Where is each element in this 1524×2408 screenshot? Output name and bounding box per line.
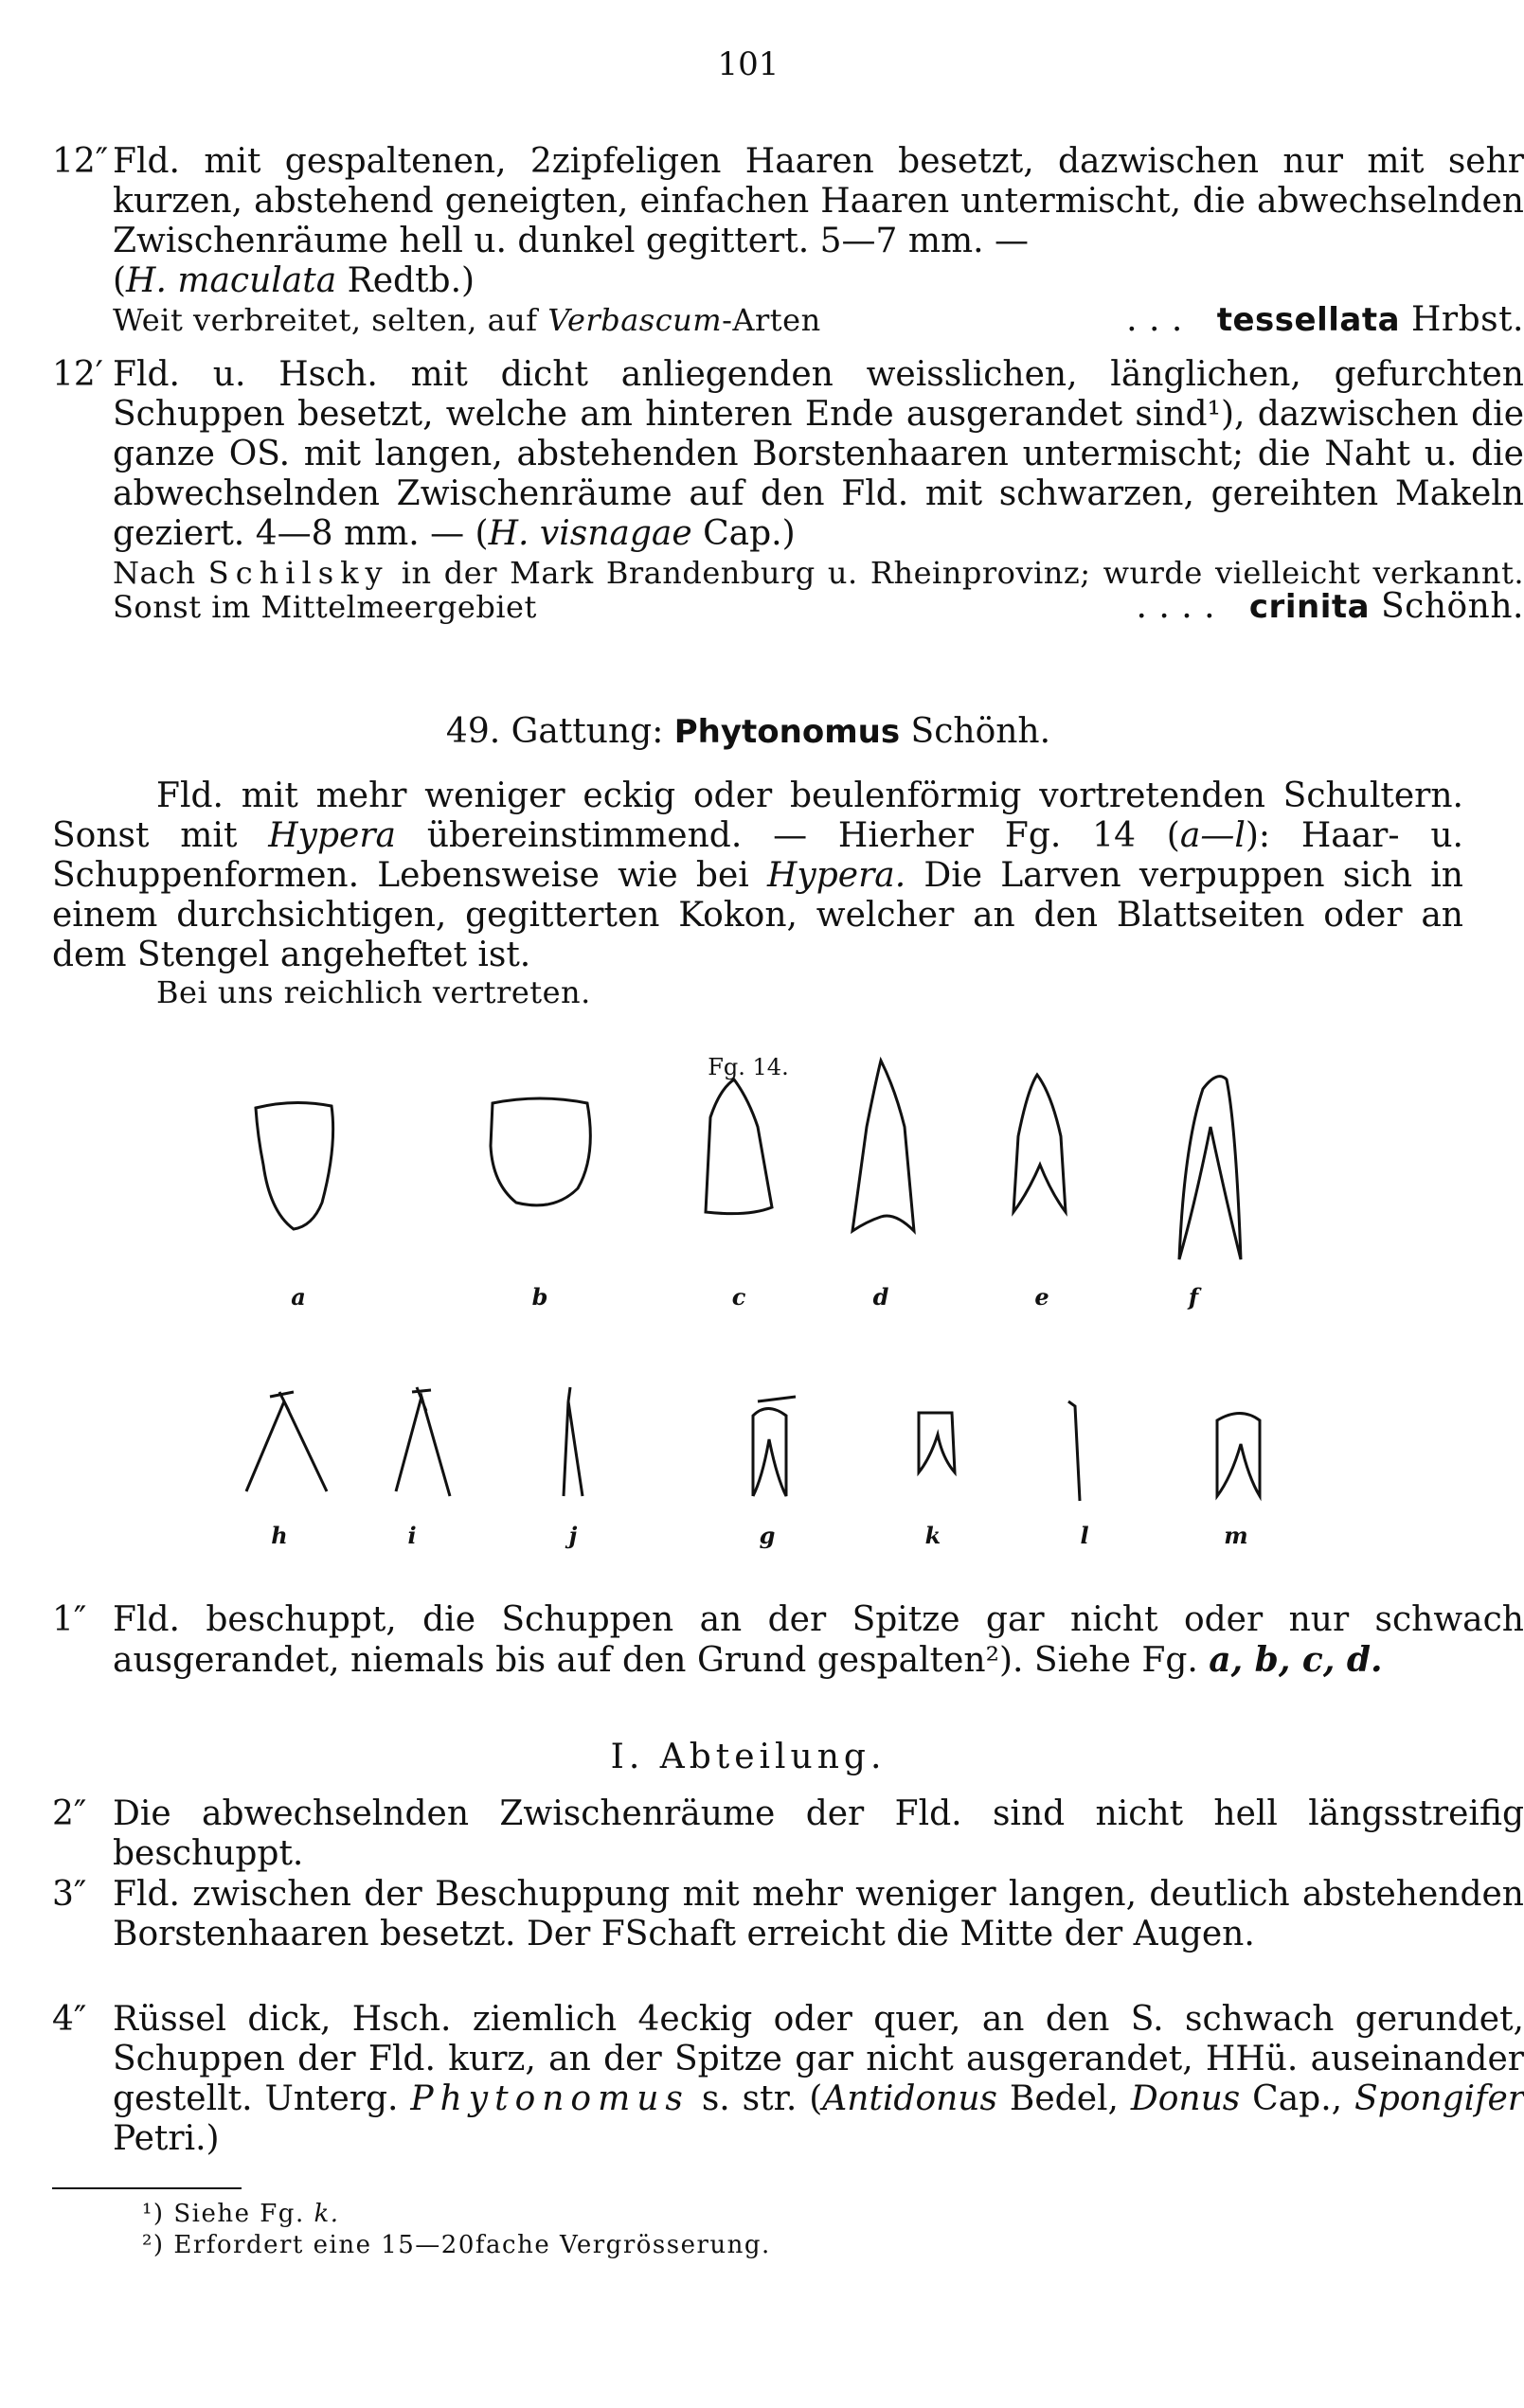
footnote-mark: ²) — [142, 2231, 174, 2259]
figure-label-f: f — [1188, 1283, 1199, 1311]
figure-label-g: g — [759, 1522, 776, 1549]
genus-number: 49. Gattung: — [445, 712, 674, 751]
figure-range: a—l — [1179, 816, 1246, 855]
genus-author: Schönh. — [900, 712, 1051, 751]
leader-dots: . . . . — [1136, 587, 1216, 626]
collector-name: Schilsky — [207, 555, 389, 591]
key-entry-2-double-prime — [52, 1794, 1524, 1874]
footnote-rule — [52, 2187, 242, 2189]
distribution-line — [113, 300, 1524, 339]
species-name: tessellata — [1216, 301, 1401, 339]
hair-shape-i — [396, 1387, 450, 1496]
genus-ref: Hypera. — [766, 856, 906, 895]
figure-label-c: c — [731, 1283, 746, 1311]
figure-label-d: d — [872, 1283, 889, 1311]
distribution-text: Weit verbreitet, selten, auf — [113, 302, 548, 338]
key-entry-12-prime — [52, 355, 1524, 624]
section-heading: I. Abteilung. — [610, 1738, 887, 1776]
footnote-ref: k. — [314, 2200, 340, 2228]
genus-description — [52, 776, 1463, 975]
scale-shape-d — [852, 1061, 914, 1231]
genus-ref: Hypera — [268, 816, 396, 855]
entry-marker: 3″ — [52, 1875, 87, 1914]
description-text: übereinstimmend. — Hierher Fg. 14 ( — [396, 816, 1180, 855]
entry-text: Fld. u. Hsch. mit dicht anliegenden weisslichen, länglichen, gefurchten Schuppen besetzt, welche am hinteren Ende ausgerandet sind¹), dazwischen die ganze OS. mit langen, abstehenden Borstenhaaren untermischt; die Naht u. die abwechselnden Zwischenräume auf den Fld. mit schwarzen, gereihten Makeln geziert. 4—8 mm. — — [113, 355, 1524, 553]
species-author: Hrbst. — [1400, 300, 1524, 339]
entry-text: Fld. beschuppt, die Schuppen an der Spitze gar nicht oder nur schwach ausgerandet, niemals bis auf den Grund gespalten²). Siehe Fg. — [113, 1600, 1524, 1680]
entry-text: Fld. zwischen der Beschuppung mit mehr weniger langen, deutlich abstehenden Borstenhaaren besetzt. Der FSchaft erreicht die Mitte der Augen. — [113, 1875, 1524, 1953]
scale-shape-f — [1179, 1077, 1241, 1259]
description-text: ): Haar- u. Schuppenformen. Lebensweise wie bei — [52, 816, 1463, 895]
figure-label-l: l — [1080, 1522, 1089, 1549]
footnote-2 — [142, 2230, 771, 2260]
description-text: Die Larven verpuppen sich in einem durchsichtigen, gegitterten Kokon, welcher an den Blattseiten oder an dem Stengel angeheftet ist. — [52, 856, 1463, 974]
leader-dots: . . . — [1126, 300, 1183, 339]
host-plant: Verbascum — [547, 302, 723, 338]
scale-shape-c — [706, 1079, 772, 1214]
synonym-name: Donus — [1130, 2079, 1241, 2118]
distribution-line — [113, 556, 1524, 624]
hair-shape-g — [753, 1397, 796, 1496]
genus-note: Bei uns reichlich vertreten. — [156, 974, 591, 1010]
subgenus-name: Phytonomus — [410, 2079, 690, 2118]
figure-label-b: b — [531, 1283, 548, 1311]
figure-label-a: a — [291, 1283, 306, 1311]
footnote-1 — [142, 2199, 340, 2229]
page-number: 101 — [717, 45, 780, 83]
distribution-suffix: -Arten — [722, 302, 821, 338]
species-author: Schönh. — [1370, 587, 1524, 626]
key-entry-12-double-prime — [52, 142, 1524, 337]
scale-shape-e — [1013, 1075, 1066, 1212]
figure-refs: a, b, c, d. — [1209, 1640, 1383, 1680]
entry-text: Rüssel dick, Hsch. ziemlich 4eckig oder quer, an den S. schwach gerundet, Schuppen der Fld. kurz, an der Spitze gar nicht ausgerandet, HHü. auseinander gestellt. Unterg. — [113, 2000, 1524, 2118]
entry-text: Die abwechselnden Zwischenräume der Fld. sind nicht hell längsstreifig beschuppt. — [113, 1794, 1524, 1873]
synonym-open: ( — [464, 514, 489, 553]
scale-shape-b — [491, 1098, 590, 1205]
scale-shape-a — [256, 1102, 333, 1229]
synonym-open: ( — [113, 261, 127, 300]
synonym-name: H. maculata — [126, 261, 337, 300]
footnote-text: Erfordert eine 15—20fache Vergrösserung. — [173, 2231, 771, 2259]
entry-marker: 12″ — [52, 142, 109, 181]
figure-label-j: j — [568, 1522, 578, 1549]
entry-marker: 1″ — [52, 1600, 87, 1639]
synonym-author: Redtb.) — [336, 261, 475, 300]
entry-text: s. str. ( — [689, 2079, 823, 2118]
synonym-name: Spongifer — [1354, 2079, 1524, 2118]
key-entry-3-double-prime — [52, 1875, 1524, 1954]
distribution-prefix: Nach — [113, 555, 208, 591]
hair-shape-k — [919, 1413, 955, 1472]
description-text: Fld. mit mehr weniger eckig oder beulenförmig vortretenden Schultern. Sonst mit — [52, 776, 1463, 855]
synonym-author: Cap.) — [691, 514, 796, 553]
figure-label-e: e — [1034, 1283, 1049, 1311]
hair-shape-h — [246, 1392, 327, 1491]
hair-shape-m — [1217, 1414, 1260, 1497]
genus-name: Phytonomus — [673, 713, 901, 751]
hair-shape-l — [1068, 1401, 1080, 1501]
entry-marker: 4″ — [52, 2000, 87, 2039]
figure-caption: Fg. 14. — [708, 1054, 789, 1080]
figure-label-i: i — [407, 1522, 417, 1549]
entry-marker: 12′ — [52, 355, 103, 394]
species-name: crinita — [1248, 588, 1371, 626]
figure-label-k: k — [924, 1522, 941, 1549]
entry-text: Petri.) — [113, 2119, 220, 2158]
figure-label-h: h — [271, 1522, 288, 1549]
key-entry-4-double-prime — [52, 2000, 1524, 2159]
figure-label-m: m — [1224, 1522, 1248, 1549]
hair-shape-j — [564, 1387, 583, 1496]
key-entry-1-double-prime — [52, 1600, 1524, 1681]
entry-marker: 2″ — [52, 1794, 87, 1833]
entry-text: Fld. mit gespaltenen, 2zipfeligen Haaren besetzt, dazwischen nur mit sehr kurzen, abstehend geneigten, einfachen Haaren untermischt, die abwechselnden Zwischenräume hell u. dunkel gegittert. 5—7 mm. — — [113, 142, 1524, 260]
entry-text: Bedel, — [996, 2079, 1131, 2118]
footnote-text: Siehe Fg. — [173, 2200, 314, 2228]
genus-heading — [0, 712, 1497, 752]
distribution-text: in der Mark Brandenburg u. Rheinprovinz; wurde vielleicht verkannt. Sonst im Mittelmeergebiet — [113, 555, 1524, 625]
synonym-name: Antidonus — [822, 2079, 997, 2118]
footnote-mark: ¹) — [142, 2200, 174, 2228]
synonym-name: H. visnagae — [488, 514, 692, 553]
entry-text: Cap., — [1240, 2079, 1355, 2118]
